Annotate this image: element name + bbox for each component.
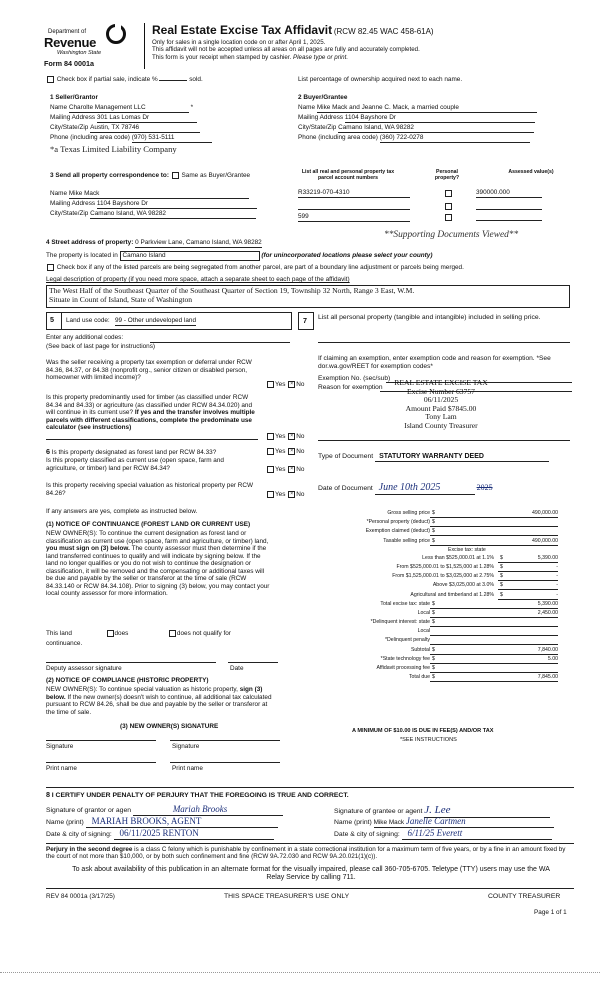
owner-sig1-label: Signature [46,743,74,750]
doc-type-row [318,453,549,462]
grantee-date-label: Date & city of signing: [334,831,400,838]
seller-phone-label: Phone (including area code) [50,134,130,141]
owner-print2-label: Print name [172,765,203,772]
footer-center: THIS SPACE TREASURER'S USE ONLY [224,893,350,900]
header-divider [144,23,145,69]
tax-row [318,564,574,573]
personal-property-checkbox[interactable] [445,190,452,197]
grantee-name-label: Name (print) [334,819,372,826]
form-title-ref: (RCW 82.45 WAC 458-61A) [333,27,434,36]
tax-row-currency: $ [432,609,435,616]
personal-property-checkbox[interactable] [445,203,452,210]
tax-row-label: Local [417,609,430,616]
seller-name-label: Name [50,104,68,111]
certify-num: 8 [46,790,50,799]
see-instructions-note: *SEE INSTRUCTIONS [400,737,457,743]
tax-row-label: Agricultural and timberland at 1.28% [410,591,494,598]
doc-date-row [318,482,493,495]
footer-left: REV 84 0001a (3/17/25) [46,893,115,900]
parcel-row [298,213,573,223]
continuance-text-a: NEW OWNER(S): To continue the current designation as forest land or classification as current use (open space, farm and agriculture, or timber) land, [46,530,269,545]
tax-row [318,619,574,628]
tax-row-value[interactable]: - [498,564,558,572]
partial-sale-text-b: sold. [189,76,203,84]
parcel-row [298,202,573,212]
ownership-note: List percentage of ownership acquired next to each name. [298,76,463,83]
tax-row-value[interactable]: - [498,582,558,590]
timber-yes-label: Yes [275,433,286,441]
tax-row-value[interactable]: 2,450.00 [430,610,558,618]
tax-row-label: Affidavit processing fee [376,665,430,671]
grantor-date-label: Date & city of signing: [46,831,112,838]
grantor-name-field[interactable]: MARIAH BROOKS, AGENT [86,816,278,828]
additional-codes-line1: Enter any additional codes: [46,334,124,341]
this-land-row [46,630,276,638]
tax-row-label: *Personal property (deduct) [366,519,430,526]
seller-block [50,104,290,154]
doc-type-label: Type of Document [318,453,374,460]
same-as-buyer-checkbox[interactable] [172,172,179,179]
deputy-date-field[interactable] [228,662,278,663]
supporting-docs-stamp: **Supporting Documents Viewed** [384,230,519,240]
compliance-text-c: If the new owner(s) doesn't wish to continue, all additional tax calculated pursuant to RCW 84.26, shall be due and payable by the seller or transferor at the time of sale. [46,693,272,716]
buyer-phone-label: Phone (including area code) [298,134,378,141]
parcel-number-field[interactable]: 599 [298,213,410,222]
tax-row-value[interactable] [430,637,558,645]
owner-print1-label: Print name [46,765,77,772]
this-land-label: This land [46,630,72,638]
seller-name-field[interactable]: Charolte Management LLC [69,104,189,113]
seller-address-label: Mailing Address [50,114,96,121]
seller-address-field[interactable]: 301 Las Lomas Dr [97,114,197,123]
does-qualify-checkbox[interactable] [107,630,114,637]
continuance-text [46,530,272,598]
grantor-date-field[interactable]: 06/11/2025 RENTON [114,828,274,840]
corr-address-field[interactable]: 1104 Bayshore Dr [97,200,257,209]
historic-no-checkbox[interactable]: × [288,491,295,498]
forest-no-checkbox[interactable]: × [288,448,295,455]
continuance-heading: (1) NOTICE OF CONTINUANCE (FOREST LAND OR CURRENT USE) [46,521,251,528]
buyer-address-field[interactable]: 1104 Bayshore Dr [345,114,535,123]
continuance-text-b: you must sign on (3) below. [46,545,130,553]
historic-yes-label: Yes [275,491,286,499]
seller-heading: 1 Seller/Grantor [50,94,98,101]
q6b-text: Is this property classified as current use (open space, farm and agriculture, or timber) land per RCW 84.34? [46,457,224,472]
buyer-city-label: City/State/Zip [298,124,337,131]
section8-top-rule [46,787,574,788]
compliance-heading: (2) NOTICE OF COMPLIANCE (HISTORIC PROPERTY) [46,677,209,684]
land-use-box [46,312,292,330]
tax-row [318,510,574,519]
partial-sale-text-a: Check box if partial sale, indicate % [56,76,158,84]
footer-rule [46,888,574,889]
historic-yes-checkbox[interactable] [267,491,274,498]
tax-row-label: Local [417,628,430,635]
parcel-number-field[interactable] [298,202,410,210]
page-number: Page 1 of 1 [534,909,567,916]
treasurer-receipt-stamp [388,379,494,430]
tax-row-label: *State technology fee [380,655,430,662]
location-select[interactable]: Camano Island [120,251,260,261]
tax-row-currency: $ [432,619,435,626]
exemption-question: Was the seller receiving a property tax exemption or deferral under RCW 84.36, 84.37, or 84.38 (nonprofit org., senior citizen or disabled person, homeowner with limited income)? [46,359,252,382]
forest-no-label: No [296,448,305,456]
exemption-code-label: Exemption No. (sec/sub) [318,375,391,382]
tax-row-currency: $ [432,655,435,662]
seller-star: * [190,104,194,111]
tax-row [318,647,574,656]
exemption-yes-label: Yes [275,381,286,389]
q6-text: Is this property designated as forest land per RCW 84.33? [51,449,217,456]
legal-label: Legal description of property (if you need more space, attach a separate sheet to each page of the affidavit) [46,276,350,283]
dor-logo [44,24,132,70]
segregating-row [46,264,576,272]
tax-row-currency: $ [432,600,435,607]
q6-answer [266,448,304,456]
tax-row-currency: $ [500,591,503,598]
tax-row-label: Subtotal [410,646,430,653]
tax-row-label: *Delinquent penalty [385,637,430,644]
tax-row-label: Above $3,025,000 at 3.0% [432,582,494,589]
section7-num: 7 [303,316,307,325]
tax-row-value[interactable]: 490,000.00 [430,538,558,546]
tax-row-currency: $ [432,510,435,516]
tax-row-value[interactable]: 5,390.00 [498,555,558,563]
alt-format-text: To ask about availability of this publication in an alternate format for the visually impaired, please call 360-705-6705. Teletype (TTY) users may use the WA Relay Service by calling 711. [72,866,550,882]
continuance-text-c: The county assessor must then determine if the land transferred continues to qualify and will indicate by signing below. If the land no longer qualifies or you do not wish to continue the designation or classification, it will be removed and the compensating or additional taxes will be due and payable by the seller or transferor at the time of sale (RCW 84.33.140 or RCW 84.34.108). Prior to signing (3) below, you may contact your local county assessor for more information. [46,545,270,598]
exemption-reason-label: Reason for exemption [318,384,383,391]
certify-heading: I CERTIFY UNDER PENALTY OF PERJURY THAT THE FOREGOING IS TRUE AND CORRECT. [51,792,349,799]
personal-property-text: List all personal property (tangible and intangible) included in selling price. [318,314,541,321]
header-note1: Only for sales in a single location code on or after April 1, 2025. [152,39,326,47]
exemption-extra-line [318,440,570,441]
compliance-text-a: NEW OWNER(S): To continue special valuation as historic property, [46,686,240,693]
timber-question-bold: If yes and the transfer involves multiple parcels with different classifications, complete the predominate use calculator (see instructions) [46,409,255,432]
tax-row-label: Taxable selling price [383,537,430,544]
partial-sale-percent-field[interactable] [159,80,187,81]
parcel-number-field[interactable]: R33219-070-4310 [298,189,410,198]
forest-yes-label: Yes [275,448,286,456]
exemption-answer [266,381,304,389]
tax-row-label: *Delinquent interest: state [370,619,430,626]
grantee-name-handwritten: Janelle Cartmen [405,816,466,826]
seller-phone-field[interactable]: (970) 531-5111 [132,134,212,143]
location-label: The property is located in [46,252,118,259]
tax-row [318,528,574,537]
personal-property-checkbox[interactable] [445,214,452,221]
form-number: Form 84 0001a [44,59,94,68]
tax-row [318,665,574,674]
q6c-text: Is this property receiving special valuation as historical property per RCW 84.26? [46,482,254,497]
correspondence-heading-row [50,172,250,180]
form-title: Real Estate Excise Tax Affidavit [152,23,333,37]
doc-date-field[interactable]: June 10th 2025 [375,482,475,495]
continuance-word: continuance. [46,640,83,647]
legal-description-field[interactable] [46,285,570,308]
header-note3-italic: Please type or print. [293,53,349,61]
tax-row-value[interactable]: - [498,592,558,600]
logo-emblem-icon [106,24,126,44]
tax-row-currency: $ [500,563,503,570]
form-title-block [152,23,572,61]
tax-state-label: Excise tax: state [448,546,486,553]
tax-row-currency: $ [432,674,435,681]
doc-date-struck: 2025 [476,483,493,492]
stamp-line3: 06/11/2025 [423,395,459,404]
tax-row-value[interactable]: 5,390.00 [430,601,558,609]
timber-yes-checkbox[interactable] [267,433,274,440]
assessed-value-field[interactable] [476,213,542,221]
deputy-date-label: Date [230,665,244,672]
historic-no-label: No [296,491,305,499]
assessed-value-field[interactable]: 390000.000 [476,189,542,198]
tax-row [318,519,574,528]
tax-row-currency: $ [432,665,435,671]
tax-row-value[interactable]: 7,845.00 [430,674,558,682]
timber-underline [46,439,258,440]
tax-row-label: From $1,525,000.01 to $3,025,000 at 2.75% [392,573,494,580]
current-use-yes-checkbox[interactable] [267,466,274,473]
tax-row-currency: $ [500,554,503,561]
grantee-name-field[interactable] [374,816,554,828]
corr-city-field[interactable]: Camano Island, WA 98282 [90,210,256,219]
stamp-line1: REAL ESTATE EXCISE TAX [394,378,488,387]
section7-num-box [298,312,314,330]
tax-table [318,510,574,683]
tax-row [318,610,574,619]
grantor-sig-label: Signature of grantor or agen [46,807,132,814]
additional-codes-field[interactable] [150,342,290,343]
timber-question [46,394,262,432]
tax-row-label: Less than $525,000.01 at 1.1% [422,554,494,561]
header-note2: This affidavit will not be accepted unless all areas on all pages are fully and accurately completed. [152,46,420,54]
owner-signature1-field[interactable] [46,740,156,741]
legal-line1: The West Half of the Southeast Quarter of the Southeast Quarter of Section 19, Township 32 North, Range 3 East, W.M. [49,286,415,295]
corr-name-label: Name [50,190,68,197]
stamp-line2: Excise Number 63757 [407,386,475,396]
tax-row-value[interactable]: 490,000.00 [430,510,558,518]
tax-row [318,674,574,683]
stamp-line5: Tony Lam [425,412,457,421]
tax-row [318,582,574,591]
grantor-sig-row [46,804,283,816]
assessed-value-field[interactable] [476,202,542,210]
owner-sig2-label: Signature [172,743,200,750]
segregating-text: Check box if any of the listed parcels are being segregated from another parcel, are part of a boundary line adjustment or parcels being merged. [56,264,464,272]
corr-city-label: City/State/Zip [50,210,89,217]
grantee-date-field[interactable]: 6/11/25 Everett [402,828,552,840]
corr-address-label: Mailing Address [50,200,96,207]
footer-right: COUNTY TREASURER [488,893,561,900]
buyer-name-label: Name [298,104,316,111]
grantee-sig-label: Signature of grantee or agent [334,808,423,815]
does-not-qualify-checkbox[interactable] [169,630,176,637]
exemption-no-checkbox[interactable]: × [288,381,295,388]
tax-row-label: Exemption claimed (deduct) [365,528,430,535]
q6c-answer [266,491,304,499]
q6-num: 6 [46,447,50,456]
tax-row-currency: $ [432,537,435,544]
grantee-signature-field[interactable]: J. Lee [424,804,550,818]
tax-row-label: Gross selling price [387,510,430,516]
corr-name-field[interactable]: Mike Mack [69,190,249,199]
tax-row-value[interactable]: 7,840.00 [430,647,558,655]
segregating-checkbox[interactable] [47,264,54,271]
location-note: (for unincorporated locations please select your county) [261,252,433,259]
owner-signature2-field[interactable] [170,740,280,741]
stamp-line6: Island County Treasurer [404,420,478,430]
tax-row-currency: $ [500,573,503,580]
stamp-line4: Amount Paid $7845.00 [405,403,477,413]
buyer-city-field[interactable]: Camano Island, WA 98282 [338,124,534,133]
seller-city-field[interactable]: Austin, TX 78746 [90,124,200,133]
tax-row-label: From $525,000.01 to $1,525,000 at 1.28% [396,563,494,570]
grantor-signature-field[interactable]: Mariah Brooks [133,804,283,816]
tax-row [318,656,574,665]
tax-row-value[interactable]: 5.00 [430,656,558,664]
correspondence-block [50,190,290,220]
owner-print2-field[interactable] [170,762,280,763]
land-use-label: Land use code: [66,317,110,324]
current-use-no-checkbox[interactable]: × [288,466,295,473]
perjury-body: is a class C felony which is punishable by confinement in a state correctional institution for a maximum term of five years, or by a fine in an amount fixed by the court of not more than $10,000, or by both such confinement and fine (RCW 9A.72.030 and RCW 9A.20.021(1)(c)). [46,846,566,861]
grantee-date-row [334,828,552,840]
tax-row [318,592,574,601]
deputy-label: Deputy assessor signature [46,665,122,672]
timber-answer [266,433,304,441]
owner-print1-field[interactable] [46,762,156,763]
minimum-due-note: A MINIMUM OF $10.00 IS DUE IN FEE(S) AND/OR TAX [352,728,494,734]
q6b-answer [266,466,304,474]
tax-row-currency: $ [432,646,435,653]
street-row [46,239,262,248]
partial-sale-row [46,76,203,84]
tax-row-value[interactable]: - [498,573,558,581]
agency-line3: Washington State [57,50,102,56]
deputy-signature-field[interactable] [46,662,216,663]
grantor-date-row [46,828,274,840]
page-edge-line [0,972,600,973]
timber-question-text: Is this property predominantly used for timber (as classified under RCW 84.34 and 84.33) or agriculture (as classified under RCW 84.34.020) and will continue in its current use? [46,394,253,417]
tax-row-value[interactable] [430,528,558,536]
correspondence-heading: 3 Send all property correspondence to: [50,172,169,180]
seller-entity-note: *a Texas Limited Liability Company [50,144,177,154]
tax-row-currency: $ [500,582,503,589]
partial-sale-checkbox[interactable] [47,76,54,83]
perjury-text [46,846,574,861]
doc-date-label: Date of Document [318,485,373,492]
does-not-label: does not qualify for [176,630,231,638]
tax-row-currency: $ [432,519,435,526]
buyer-heading: 2 Buyer/Grantee [298,94,348,101]
tax-row-currency: $ [432,528,435,535]
legal-line2: Situate in Count of Island, State of Washington [49,294,193,304]
current-use-no-label: No [296,466,305,474]
grantor-name-label: Name (print) [46,819,84,826]
parcel-col-header: List all real and personal property tax parcel account numbers [301,169,395,182]
same-as-buyer-label: Same as Buyer/Grantee [181,172,251,180]
parcel-row [298,189,573,199]
forest-yes-checkbox[interactable] [267,448,274,455]
does-label: does [114,630,129,638]
buyer-address-label: Mailing Address [298,114,344,121]
agency-line2: Revenue [44,35,97,50]
tax-row-value[interactable] [430,628,558,636]
compliance-text [46,686,272,716]
header-note3: This form is your receipt when stamped by cashier. [152,53,292,61]
tax-row [318,538,574,547]
tax-row-label: Total due [408,674,430,681]
timber-no-checkbox[interactable]: × [288,433,295,440]
street-field[interactable]: 0 Parkview Lane, Camano Island, WA 98282 [135,239,262,246]
tax-row [318,573,574,582]
exemption-no-label: No [296,381,305,389]
doc-type-field[interactable]: STATUTORY WARRANTY DEED [375,453,549,462]
tax-row-value[interactable] [430,519,558,527]
perjury-bold: Perjury in the second degree [46,846,133,853]
perjury-top-rule [46,843,574,844]
seller-city-label: City/State/Zip [50,124,89,131]
if-yes-note: If any answers are yes, complete as instructed below. [46,508,198,515]
land-use-field[interactable]: 99 - Other undeveloped land [115,317,197,324]
tax-row-value[interactable] [430,665,558,673]
personal-prop-col-header: Personal property? [434,169,460,182]
timber-no-label: No [296,433,305,441]
agency-line1: Department of [48,29,87,35]
compliance-text-b: sign (3) below. [46,686,263,701]
tax-row [318,628,574,637]
street-label: 4 Street address of property: [46,239,134,246]
assessed-col-header: Assessed value(s) [508,169,554,175]
land-use-num: 5 [50,315,54,324]
current-use-yes-label: Yes [275,466,286,474]
tax-row-value[interactable] [430,619,558,627]
location-row [46,251,433,261]
exemption-yes-checkbox[interactable] [267,381,274,388]
tax-row-label: Total excise tax: state [380,600,430,607]
tax-row [318,637,574,646]
grantor-name-row [46,816,278,828]
tax-row [318,555,574,564]
exemption-claim-text: If claiming an exemption, enter exemption code and reason for exemption. *See dor.wa.gov/REET for exemption codes* [318,355,551,370]
tax-row [318,601,574,610]
additional-codes-line2: (See back of last page for instructions) [46,343,156,350]
buyer-name-field[interactable]: Mike Mack and Jeanne C. Mack, a married couple [317,104,537,113]
certify-heading-row [46,791,349,800]
q6-row [46,448,266,457]
buyer-block [298,104,568,144]
buyer-phone-field[interactable]: (360) 722-0278 [380,134,530,143]
owner-sig-heading: (3) NEW OWNER(S) SIGNATURE [120,723,219,730]
grantee-name-typed: Mike Mack [373,819,405,826]
grantee-name-row [334,816,554,828]
personal-property-field[interactable] [318,342,570,343]
